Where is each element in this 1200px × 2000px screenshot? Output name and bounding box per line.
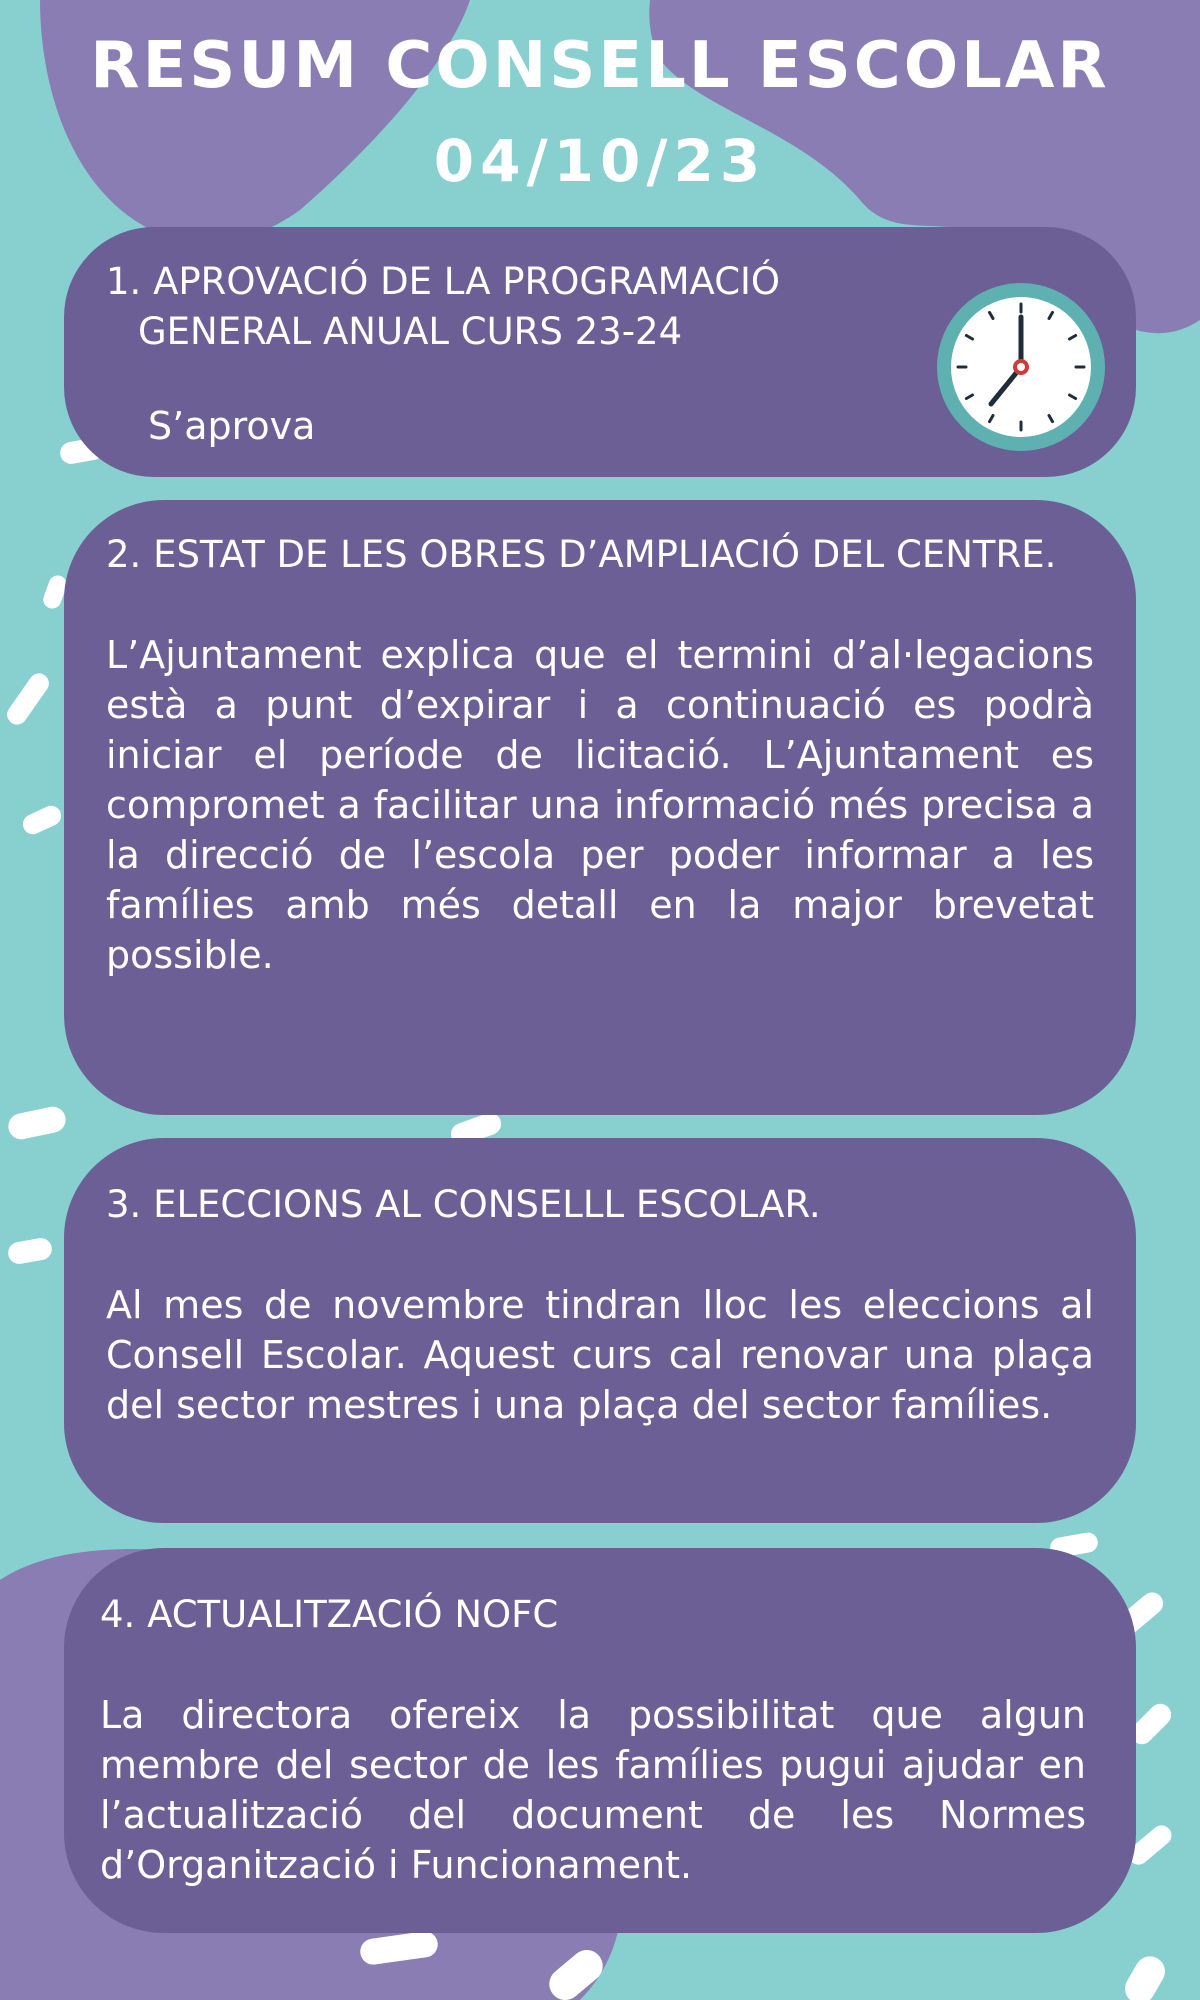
section-card-2	[64, 500, 1136, 1115]
section-card-4	[64, 1548, 1136, 1933]
page-title: RESUM CONSELL ESCOLAR	[90, 29, 1110, 103]
section-heading: 3. ELECCIONS AL CONSELLL ESCOLAR.	[106, 1183, 821, 1226]
section-heading-line1: 1. APROVACIÓ DE LA PROGRAMACIÓ	[106, 260, 781, 303]
clock-icon	[936, 282, 1106, 452]
section-body: L’Ajuntament explica que el termini d’al·legacions està a punt d’expirar i a continuació es podrà iniciar el període de licitació. L’Ajuntament es compromet a facilitar una informació més precisa a la direcció de l’escola per poder informar a les famílies amb més detall en la major brevetat possible.	[106, 633, 1094, 977]
section-heading-line2: GENERAL ANUAL CURS 23-24	[138, 310, 683, 353]
section-heading	[106, 257, 936, 357]
section-body: Al mes de novembre tindran lloc les eleccions al Consell Escolar. Aquest curs cal renovar una plaça del sector mestres i una plaça del sector famílies.	[106, 1283, 1094, 1427]
section-card-1	[64, 227, 1136, 477]
section-heading: 4. ACTUALITZACIÓ NOFC	[100, 1593, 559, 1636]
meeting-date: 04/10/23	[433, 127, 767, 195]
section-body: La directora ofereix la possibilitat que algun membre del sector de les famílies pugui ajudar en l’actualització del document de les Normes d’Organització i Funcionament.	[100, 1693, 1086, 1887]
section-body: S’aprova	[148, 404, 316, 448]
section-card-3	[64, 1138, 1136, 1523]
section-heading: 2. ESTAT DE LES OBRES D’AMPLIACIÓ DEL CENTRE.	[106, 533, 1057, 576]
